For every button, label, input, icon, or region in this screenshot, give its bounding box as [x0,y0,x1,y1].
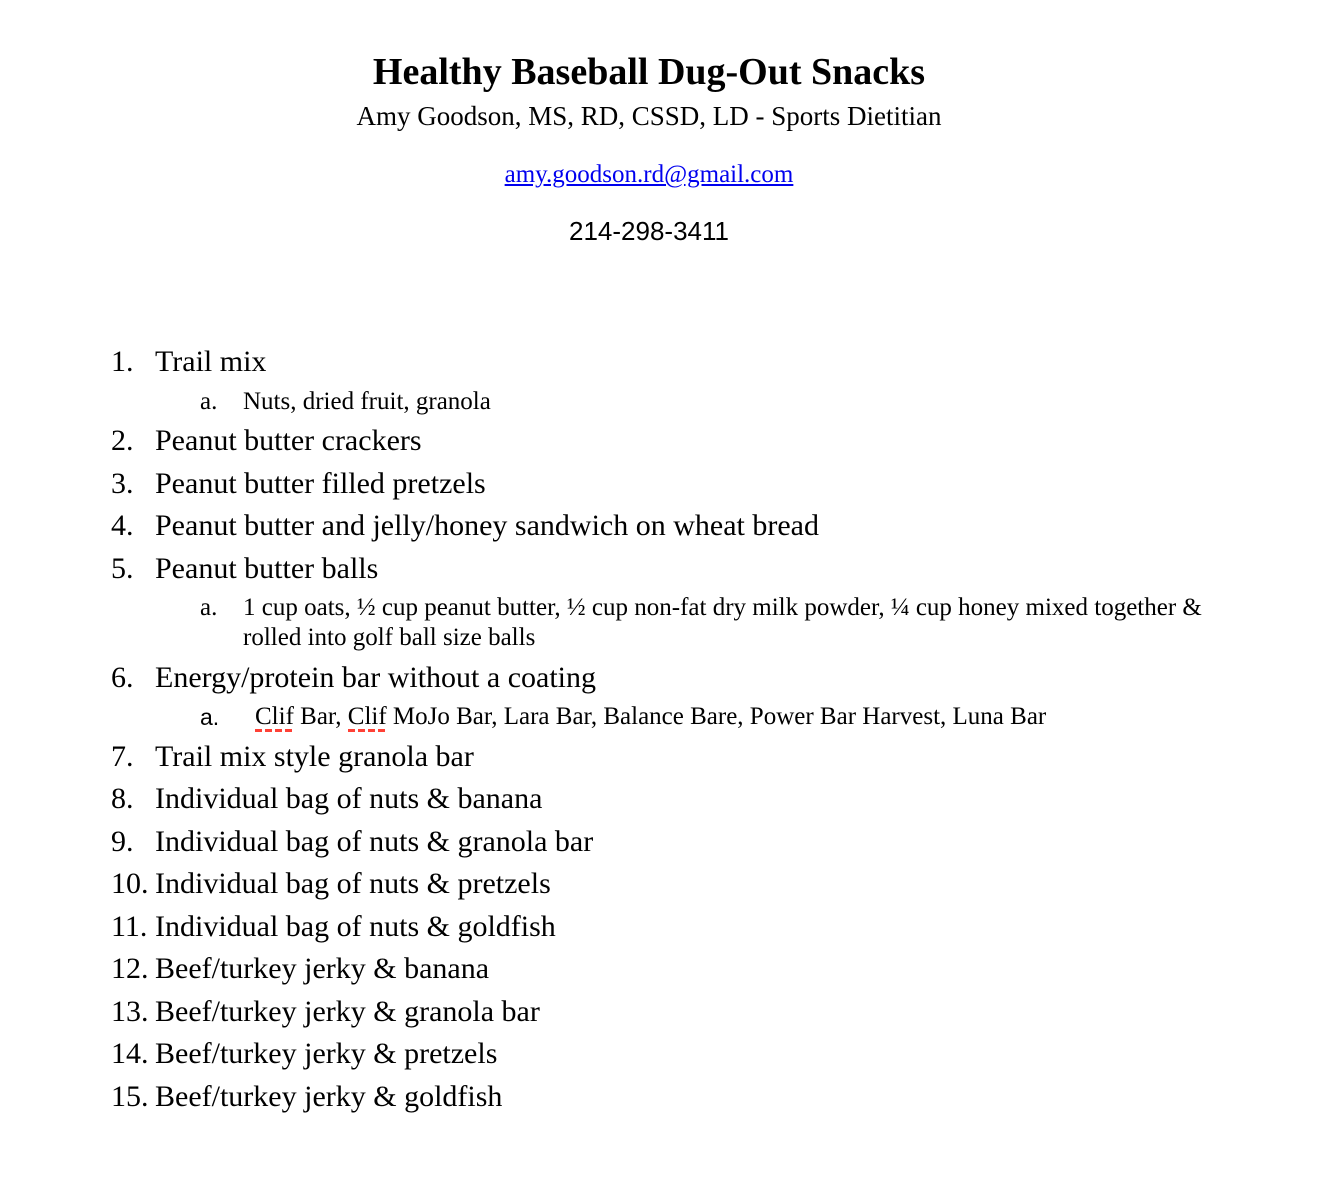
list-item [111,1079,1288,1115]
list-item-number: 5. [111,551,134,585]
list-item-number: 14. [111,1037,149,1070]
list-item [111,1036,1288,1072]
list-item-number: 1. [111,345,134,378]
text-segment: Nuts, dried fruit, granola [243,387,491,415]
list-item-text: Individual bag of nuts & goldfish [155,909,556,943]
email-link[interactable]: amy.goodson.rd@gmail.com [504,161,794,188]
list-item-text: Individual bag of nuts & banana [155,782,543,815]
misspelled-word: Clif [347,703,387,730]
list-item [111,866,1288,902]
list-item-text: Beef/turkey jerky & pretzels [155,1037,498,1070]
list-item [111,466,1288,502]
snack-list [0,344,1328,1115]
document-header [0,0,1328,246]
list-item-text: Peanut butter and jelly/honey sandwich on wheat bread [155,509,819,542]
list-subitem-marker: a. [200,704,220,730]
list-item-number: 8. [111,782,134,815]
list-subitem-marker: a. [200,594,218,621]
list-item-text: Trail mix [155,345,267,378]
list-item [111,423,1288,459]
list-subitem [200,702,1288,732]
list-item-text: Beef/turkey jerky & goldfish [155,1079,503,1113]
list-item-number: 7. [111,739,134,773]
list-item-number: 13. [111,994,149,1028]
list-item [111,551,1288,587]
list-item-text: Peanut butter filled pretzels [155,466,486,500]
list-item-number: 4. [111,509,134,542]
list-item-number: 15. [111,1079,149,1113]
list-item-number: 12. [111,952,149,985]
list-subitem [200,593,1288,653]
list-item [111,951,1288,987]
text-segment: 1 cup oats, ½ cup peanut butter, ½ cup non-fat dry milk powder, ¼ cup honey mixed together & rolled into golf ball size balls [243,594,1202,651]
list-item [111,994,1288,1030]
list-item-text: Peanut butter balls [155,551,379,585]
list-item-number: 11. [111,909,148,943]
list-item-text: Trail mix style granola bar [155,739,474,773]
list-item-number: 2. [111,424,134,457]
text-segment: Bar, [293,703,348,730]
list-item-text: Peanut butter crackers [155,424,422,457]
list-item-number: 6. [111,660,134,694]
text-segment: MoJo Bar, Lara Bar, Balance Bare, Power Bar Harvest, Luna Bar [386,703,1047,730]
list-subitem [200,387,1288,417]
email-line [0,160,1298,190]
list-item-text: Individual bag of nuts & granola bar [155,824,594,858]
list-subitem-text [243,702,1046,732]
list-item [111,739,1288,775]
list-item-number: 10. [111,867,149,900]
list-item-text: Beef/turkey jerky & banana [155,952,490,985]
list-subitem-text [243,593,1213,653]
list-item [111,508,1288,544]
document-title: Healthy Baseball Dug-Out Snacks [372,51,926,93]
list-item [111,824,1288,860]
list-item-number: 9. [111,824,134,858]
list-subitem-marker: a. [200,387,218,415]
misspelled-word: Clif [255,703,294,730]
list-subitem-text [243,387,491,417]
phone-number: 214-298-3411 [569,216,729,246]
list-item [111,660,1288,696]
list-item [111,781,1288,817]
list-item [111,909,1288,945]
author-line: Amy Goodson, MS, RD, CSSD, LD - Sports Dietitian [356,101,942,131]
list-item-number: 3. [111,466,134,500]
list-item-text: Individual bag of nuts & pretzels [155,867,551,900]
list-item-text: Beef/turkey jerky & granola bar [155,994,540,1028]
list-item-text: Energy/protein bar without a coating [155,660,596,694]
list-item [111,344,1288,380]
